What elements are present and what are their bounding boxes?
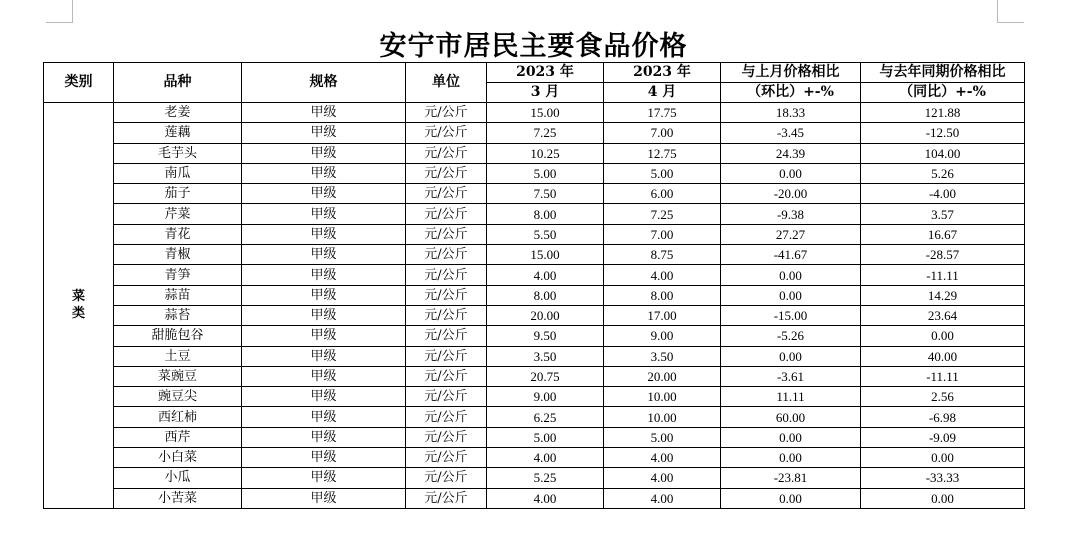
item-name-cell: 毛芋头 <box>114 143 242 163</box>
grade-cell: 甲级 <box>242 326 406 346</box>
cur-price-cell: 17.00 <box>604 305 721 325</box>
yoy-change-cell: -4.00 <box>861 184 1025 204</box>
grade-cell: 甲级 <box>242 103 406 123</box>
yoy-change-cell: 23.64 <box>861 305 1025 325</box>
grade-cell: 甲级 <box>242 366 406 386</box>
header-category: 类别 <box>44 63 114 103</box>
cur-price-cell: 7.00 <box>604 123 721 143</box>
mom-change-cell: -3.61 <box>721 366 861 386</box>
page-corner-mark-right <box>997 0 1024 23</box>
table-row <box>44 427 1025 447</box>
header-prev-month: 3 月 <box>487 83 604 103</box>
table-row <box>44 123 1025 143</box>
header-grade: 规格 <box>242 63 406 103</box>
prev-price-cell: 5.25 <box>487 468 604 488</box>
cur-price-cell: 4.00 <box>604 488 721 508</box>
yoy-change-cell: -28.57 <box>861 245 1025 265</box>
prev-price-cell: 7.50 <box>487 184 604 204</box>
unit-cell: 元/公斤 <box>406 285 487 305</box>
prev-price-cell: 9.00 <box>487 387 604 407</box>
table-row <box>44 163 1025 183</box>
prev-price-cell: 8.00 <box>487 285 604 305</box>
item-name-cell: 豌豆尖 <box>114 387 242 407</box>
document-title: 安宁市居民主要食品价格 <box>379 31 688 62</box>
grade-cell: 甲级 <box>242 204 406 224</box>
table-row <box>44 103 1025 123</box>
category-cell <box>44 103 114 509</box>
prev-price-cell: 4.00 <box>487 265 604 285</box>
item-name-cell: 莲藕 <box>114 123 242 143</box>
mom-change-cell: -3.45 <box>721 123 861 143</box>
mom-change-cell: 0.00 <box>721 265 861 285</box>
cur-price-cell: 7.00 <box>604 224 721 244</box>
mom-change-cell: -23.81 <box>721 468 861 488</box>
mom-change-cell: 60.00 <box>721 407 861 427</box>
grade-cell: 甲级 <box>242 224 406 244</box>
mom-change-cell: 0.00 <box>721 285 861 305</box>
cur-price-cell: 4.00 <box>604 265 721 285</box>
cur-price-cell: 12.75 <box>604 143 721 163</box>
yoy-change-cell: -11.11 <box>861 366 1025 386</box>
grade-cell: 甲级 <box>242 163 406 183</box>
header-prev-year: 2023 年 <box>487 63 604 83</box>
price-table <box>43 62 1025 509</box>
unit-cell: 元/公斤 <box>406 305 487 325</box>
unit-cell: 元/公斤 <box>406 123 487 143</box>
prev-price-cell: 5.50 <box>487 224 604 244</box>
unit-cell: 元/公斤 <box>406 163 487 183</box>
item-name-cell: 茄子 <box>114 184 242 204</box>
cur-price-cell: 20.00 <box>604 366 721 386</box>
table-row <box>44 305 1025 325</box>
table-row <box>44 366 1025 386</box>
grade-cell: 甲级 <box>242 143 406 163</box>
yoy-change-cell: 104.00 <box>861 143 1025 163</box>
prev-price-cell: 6.25 <box>487 407 604 427</box>
prev-price-cell: 7.25 <box>487 123 604 143</box>
item-name-cell: 芹菜 <box>114 204 242 224</box>
yoy-change-cell: -12.50 <box>861 123 1025 143</box>
mom-change-cell: 0.00 <box>721 488 861 508</box>
item-name-cell: 小白菜 <box>114 448 242 468</box>
cur-price-cell: 3.50 <box>604 346 721 366</box>
table-row <box>44 143 1025 163</box>
unit-cell: 元/公斤 <box>406 224 487 244</box>
header-yoy-line2: （同比）+-% <box>861 83 1025 103</box>
header-unit: 单位 <box>406 63 487 103</box>
item-name-cell: 南瓜 <box>114 163 242 183</box>
yoy-change-cell: 2.56 <box>861 387 1025 407</box>
item-name-cell: 甜脆包谷 <box>114 326 242 346</box>
item-name-cell: 蒜苔 <box>114 305 242 325</box>
mom-change-cell: -20.00 <box>721 184 861 204</box>
cur-price-cell: 17.75 <box>604 103 721 123</box>
unit-cell: 元/公斤 <box>406 184 487 204</box>
yoy-change-cell: 14.29 <box>861 285 1025 305</box>
yoy-change-cell: -33.33 <box>861 468 1025 488</box>
category-label-line2: 类 <box>71 306 85 322</box>
cur-price-cell: 8.75 <box>604 245 721 265</box>
item-name-cell: 小瓜 <box>114 468 242 488</box>
unit-cell: 元/公斤 <box>406 468 487 488</box>
cur-price-cell: 5.00 <box>604 427 721 447</box>
yoy-change-cell: -9.09 <box>861 427 1025 447</box>
item-name-cell: 蒜苗 <box>114 285 242 305</box>
table-row <box>44 346 1025 366</box>
cur-price-cell: 10.00 <box>604 387 721 407</box>
table-row <box>44 468 1025 488</box>
table-row <box>44 285 1025 305</box>
header-cur-year: 2023 年 <box>604 63 721 83</box>
table-row <box>44 326 1025 346</box>
prev-price-cell: 5.00 <box>487 163 604 183</box>
mom-change-cell: 0.00 <box>721 427 861 447</box>
unit-cell: 元/公斤 <box>406 448 487 468</box>
yoy-change-cell: -11.11 <box>861 265 1025 285</box>
grade-cell: 甲级 <box>242 468 406 488</box>
prev-price-cell: 15.00 <box>487 103 604 123</box>
grade-cell: 甲级 <box>242 285 406 305</box>
unit-cell: 元/公斤 <box>406 103 487 123</box>
unit-cell: 元/公斤 <box>406 387 487 407</box>
header-yoy-line1: 与去年同期价格相比 <box>861 63 1025 83</box>
header-mom-line2: （环比）+-% <box>721 83 861 103</box>
mom-change-cell: -15.00 <box>721 305 861 325</box>
grade-cell: 甲级 <box>242 245 406 265</box>
prev-price-cell: 10.25 <box>487 143 604 163</box>
unit-cell: 元/公斤 <box>406 427 487 447</box>
yoy-change-cell: 3.57 <box>861 204 1025 224</box>
item-name-cell: 青花 <box>114 224 242 244</box>
unit-cell: 元/公斤 <box>406 326 487 346</box>
yoy-change-cell: -6.98 <box>861 407 1025 427</box>
table-row <box>44 488 1025 508</box>
prev-price-cell: 5.00 <box>487 427 604 447</box>
unit-cell: 元/公斤 <box>406 204 487 224</box>
cur-price-cell: 8.00 <box>604 285 721 305</box>
item-name-cell: 小苦菜 <box>114 488 242 508</box>
header-item: 品种 <box>114 63 242 103</box>
table-row <box>44 407 1025 427</box>
header-mom-line1: 与上月价格相比 <box>721 63 861 83</box>
category-label-line1: 菜 <box>71 289 85 305</box>
cur-price-cell: 9.00 <box>604 326 721 346</box>
mom-change-cell: -5.26 <box>721 326 861 346</box>
prev-price-cell: 15.00 <box>487 245 604 265</box>
prev-price-cell: 4.00 <box>487 448 604 468</box>
item-name-cell: 西芹 <box>114 427 242 447</box>
unit-cell: 元/公斤 <box>406 143 487 163</box>
table-row <box>44 184 1025 204</box>
mom-change-cell: 18.33 <box>721 103 861 123</box>
grade-cell: 甲级 <box>242 346 406 366</box>
mom-change-cell: 0.00 <box>721 346 861 366</box>
grade-cell: 甲级 <box>242 184 406 204</box>
item-name-cell: 菜豌豆 <box>114 366 242 386</box>
mom-change-cell: 0.00 <box>721 448 861 468</box>
yoy-change-cell: 121.88 <box>861 103 1025 123</box>
table-row <box>44 204 1025 224</box>
unit-cell: 元/公斤 <box>406 245 487 265</box>
header-cur-month: 4 月 <box>604 83 721 103</box>
grade-cell: 甲级 <box>242 427 406 447</box>
prev-price-cell: 9.50 <box>487 326 604 346</box>
header-row-1 <box>44 63 1025 83</box>
yoy-change-cell: 40.00 <box>861 346 1025 366</box>
unit-cell: 元/公斤 <box>406 488 487 508</box>
unit-cell: 元/公斤 <box>406 407 487 427</box>
yoy-change-cell: 16.67 <box>861 224 1025 244</box>
mom-change-cell: 27.27 <box>721 224 861 244</box>
grade-cell: 甲级 <box>242 265 406 285</box>
item-name-cell: 西红柿 <box>114 407 242 427</box>
page-corner-mark-left <box>46 0 73 23</box>
mom-change-cell: 0.00 <box>721 163 861 183</box>
item-name-cell: 青椒 <box>114 245 242 265</box>
yoy-change-cell: 0.00 <box>861 326 1025 346</box>
yoy-change-cell: 5.26 <box>861 163 1025 183</box>
table-row <box>44 448 1025 468</box>
grade-cell: 甲级 <box>242 488 406 508</box>
table-row <box>44 224 1025 244</box>
unit-cell: 元/公斤 <box>406 265 487 285</box>
grade-cell: 甲级 <box>242 448 406 468</box>
prev-price-cell: 8.00 <box>487 204 604 224</box>
cur-price-cell: 5.00 <box>604 163 721 183</box>
table-row <box>44 387 1025 407</box>
cur-price-cell: 4.00 <box>604 468 721 488</box>
prev-price-cell: 20.75 <box>487 366 604 386</box>
prev-price-cell: 3.50 <box>487 346 604 366</box>
mom-change-cell: 24.39 <box>721 143 861 163</box>
prev-price-cell: 4.00 <box>487 488 604 508</box>
cur-price-cell: 4.00 <box>604 448 721 468</box>
prev-price-cell: 20.00 <box>487 305 604 325</box>
unit-cell: 元/公斤 <box>406 346 487 366</box>
table-row <box>44 265 1025 285</box>
item-name-cell: 老姜 <box>114 103 242 123</box>
yoy-change-cell: 0.00 <box>861 488 1025 508</box>
table-row <box>44 245 1025 265</box>
cur-price-cell: 10.00 <box>604 407 721 427</box>
grade-cell: 甲级 <box>242 305 406 325</box>
mom-change-cell: 11.11 <box>721 387 861 407</box>
mom-change-cell: -41.67 <box>721 245 861 265</box>
grade-cell: 甲级 <box>242 387 406 407</box>
cur-price-cell: 6.00 <box>604 184 721 204</box>
cur-price-cell: 7.25 <box>604 204 721 224</box>
item-name-cell: 土豆 <box>114 346 242 366</box>
grade-cell: 甲级 <box>242 123 406 143</box>
item-name-cell: 青笋 <box>114 265 242 285</box>
unit-cell: 元/公斤 <box>406 366 487 386</box>
grade-cell: 甲级 <box>242 407 406 427</box>
mom-change-cell: -9.38 <box>721 204 861 224</box>
yoy-change-cell: 0.00 <box>861 448 1025 468</box>
